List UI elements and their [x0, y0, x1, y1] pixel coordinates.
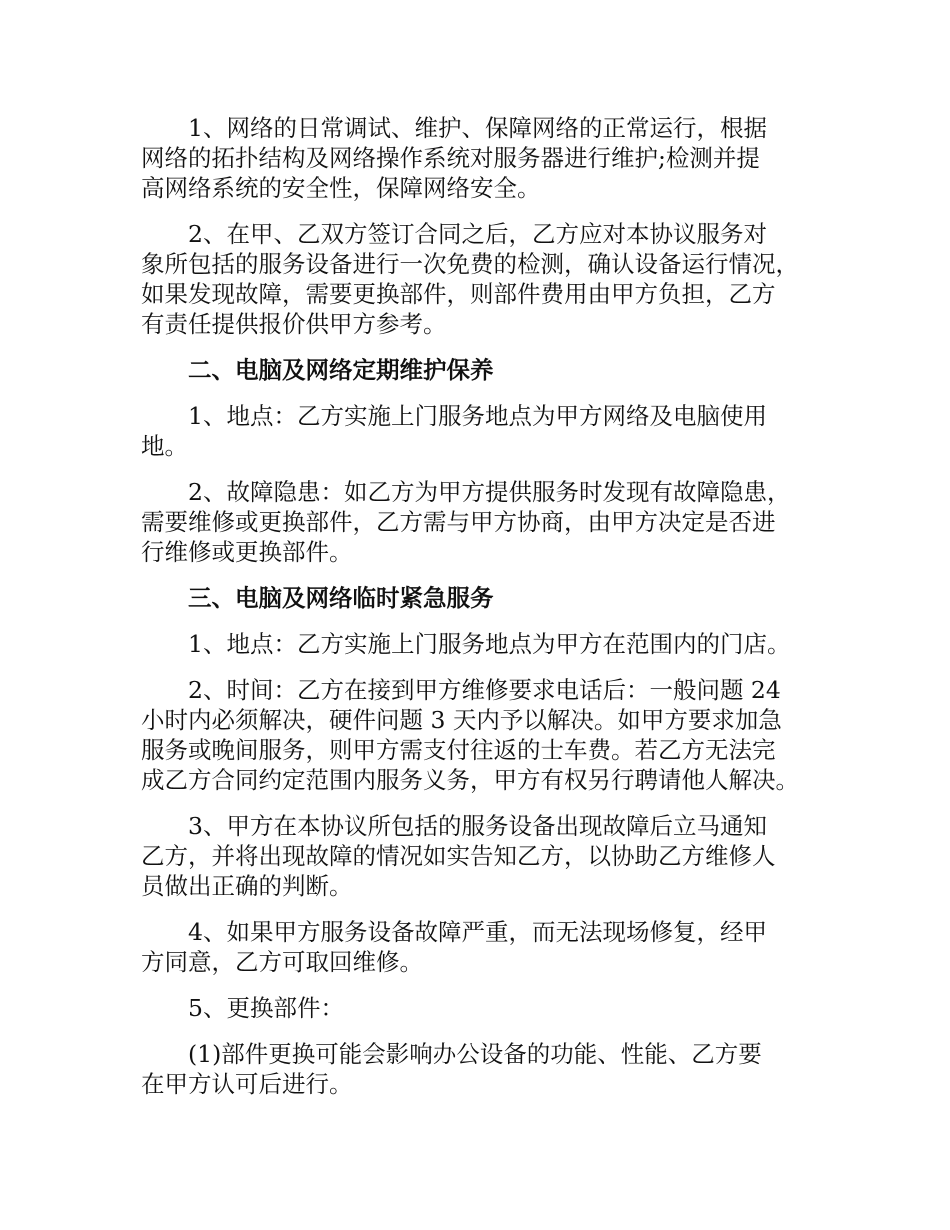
text-line: 在甲方认可后进行。 — [141, 1070, 353, 1098]
text-line: 服务或晚间服务，则甲方需支付往返的士车费。若乙方无法完 — [141, 736, 776, 764]
paragraph — [141, 811, 811, 901]
text-line: 行维修或更换部件。 — [141, 538, 353, 566]
text-line: 2、故障隐患：如乙方为甲方提供服务时发现有故障隐患， — [188, 478, 791, 506]
paragraph — [141, 477, 811, 567]
text-line: 象所包括的服务设备进行一次免费的检测，确认设备运行情况， — [141, 250, 799, 278]
text-line: 小时内必须解决，硬件问题 3 天内予以解决。如甲方要求加急 — [141, 706, 782, 734]
paragraph — [141, 401, 811, 461]
paragraph — [141, 219, 811, 339]
text-line: 网络的拓扑结构及网络操作系统对服务器进行维护;检测并提 — [141, 144, 760, 172]
text-line: 成乙方合同约定范围内服务义务，甲方有权另行聘请他人解决。 — [141, 766, 799, 794]
text-line: (1)部件更换可能会影响办公设备的功能、性能、乙方要 — [188, 1040, 762, 1068]
paragraph — [141, 675, 811, 795]
text-line: 2、时间：乙方在接到甲方维修要求电话后：一般问题 24 — [188, 676, 781, 704]
text-line: 3、甲方在本协议所包括的服务设备出现故障后立马通知 — [188, 812, 767, 840]
text-line: 二、电脑及网络定期维护保养 — [188, 356, 494, 384]
text-line: 2、在甲、乙双方签订合同之后，乙方应对本协议服务对 — [188, 220, 767, 248]
paragraph — [141, 993, 811, 1023]
text-line: 需要维修或更换部件，乙方需与甲方协商，由甲方决定是否进 — [141, 508, 776, 536]
text-line: 员做出正确的判断。 — [141, 872, 353, 900]
text-line: 有责任提供报价供甲方参考。 — [141, 310, 447, 338]
text-line: 1、网络的日常调试、维护、保障网络的正常运行，根据 — [188, 114, 767, 142]
text-line: 如果发现故障，需要更换部件，则部件费用由甲方负担，乙方 — [141, 280, 776, 308]
section-heading — [141, 355, 811, 385]
text-line: 1、地点：乙方实施上门服务地点为甲方在范围内的门店。 — [188, 630, 791, 658]
section-heading — [141, 583, 811, 613]
paragraph — [141, 113, 811, 203]
document-body — [141, 113, 811, 1115]
text-line: 三、电脑及网络临时紧急服务 — [188, 584, 494, 612]
paragraph — [141, 629, 811, 659]
paragraph — [141, 917, 811, 977]
text-line: 1、地点：乙方实施上门服务地点为甲方网络及电脑使用 — [188, 402, 767, 430]
text-line: 地。 — [141, 432, 188, 460]
text-line: 高网络系统的安全性，保障网络安全。 — [141, 174, 541, 202]
paragraph — [141, 1039, 811, 1099]
text-line: 乙方，并将出现故障的情况如实告知乙方，以协助乙方维修人 — [141, 842, 776, 870]
text-line: 5、更换部件： — [188, 994, 344, 1022]
text-line: 方同意，乙方可取回维修。 — [141, 948, 423, 976]
text-line: 4、如果甲方服务设备故障严重，而无法现场修复，经甲 — [188, 918, 767, 946]
